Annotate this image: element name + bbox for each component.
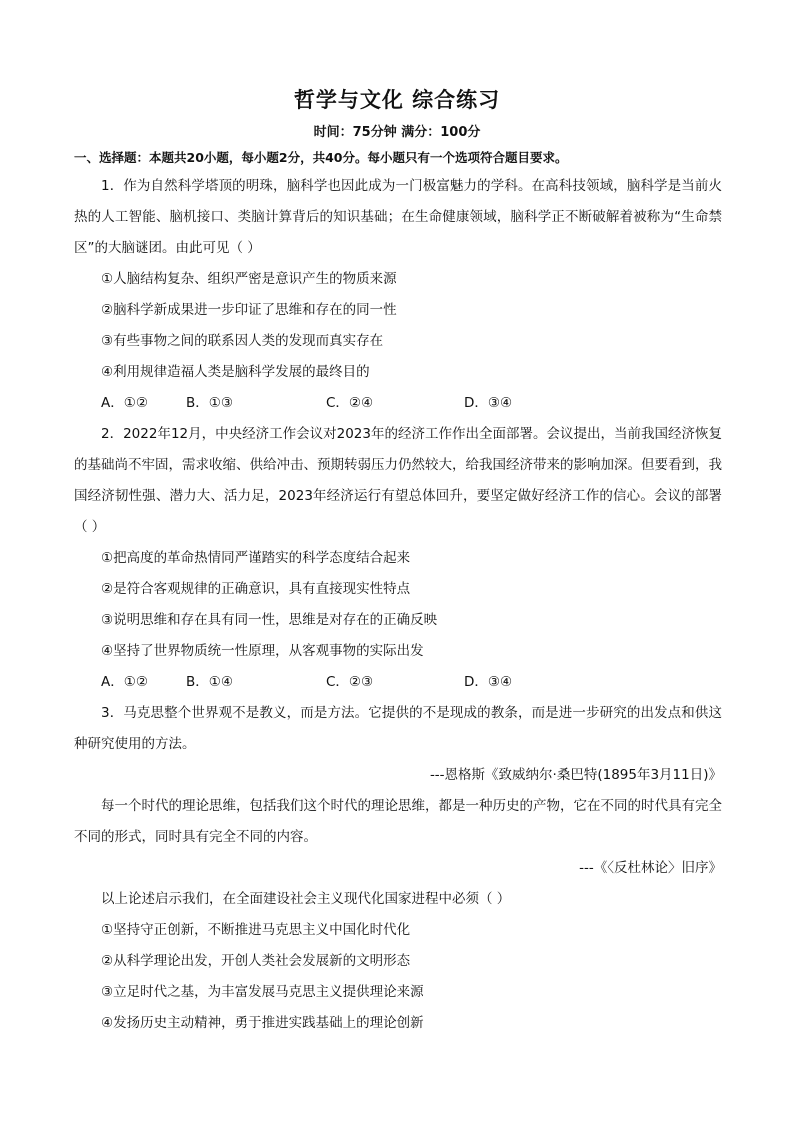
question-3-source-2: ---《〈反杜林论〉旧序》	[579, 860, 722, 876]
question-2-option-1: ①把高度的革命热情同严谨踏实的科学态度结合起来	[101, 550, 411, 566]
question-2-choices	[74, 667, 722, 698]
question-3-stem: 3．马克思整个世界观不是教义，而是方法。它提供的不是现成的教条，而是进一步研究的出发点和供这种研究使用的方法。	[74, 705, 722, 752]
question-2-option-2: ②是符合客观规律的正确意识，具有直接现实性特点	[101, 581, 411, 597]
question-2-choice-d[interactable]: D．③④	[464, 674, 513, 690]
question-1-option-3: ③有些事物之间的联系因人类的发现而真实存在	[101, 333, 384, 349]
exam-meta: 时间：75分钟 满分：100分	[313, 125, 481, 140]
page-title: 哲学与文化 综合练习	[293, 88, 501, 112]
question-3-stem-2: 每一个时代的理论思维，包括我们这个时代的理论思维，都是一种历史的产物，它在不同的时代具有完全不同的形式，同时具有完全不同的内容。	[74, 798, 722, 845]
question-3-option-3: ③立足时代之基，为丰富发展马克思主义提供理论来源	[101, 984, 424, 1000]
question-2-option-4: ④坚持了世界物质统一性原理，从客观事物的实际出发	[101, 643, 424, 659]
question-3-option-2: ②从科学理论出发，开创人类社会发展新的文明形态	[101, 953, 411, 969]
question-1-option-2: ②脑科学新成果进一步印证了思维和存在的同一性	[101, 302, 397, 318]
question-2-choice-b[interactable]: B．①④	[186, 674, 233, 690]
question-1-option-4: ④利用规律造福人类是脑科学发展的最终目的	[101, 364, 370, 380]
question-1-choice-c[interactable]: C．②④	[326, 395, 374, 411]
question-1-choice-d[interactable]: D．③④	[464, 395, 513, 411]
question-2-choice-c[interactable]: C．②③	[326, 674, 374, 690]
question-1-stem: 1．作为自然科学塔顶的明珠，脑科学也因此成为一门极富魅力的学科。在高科技领域，脑科学是当前火热的人工智能、脑机接口、类脑计算背后的知识基础；在生命健康领域，脑科学正不断破解着被称为“生命禁区”的大脑谜团。由此可见（ ）	[74, 178, 722, 256]
question-3-option-1: ①坚持守正创新，不断推进马克思主义中国化时代化	[101, 922, 411, 938]
question-1-choice-b[interactable]: B．①③	[186, 395, 233, 411]
question-2-option-3: ③说明思维和存在具有同一性，思维是对存在的正确反映	[101, 612, 438, 628]
section-heading: 一、选择题：本题共20小题，每小题2分，共40分。每小题只有一个选项符合题目要求。	[74, 150, 568, 165]
questions-content	[74, 171, 722, 1039]
question-2-choice-a[interactable]: A．①②	[101, 674, 148, 690]
question-3-prompt: 以上论述启示我们，在全面建设社会主义现代化国家进程中必须（ ）	[101, 891, 511, 907]
question-1-choices	[74, 388, 722, 419]
question-3-option-4: ④发扬历史主动精神，勇于推进实践基础上的理论创新	[101, 1015, 424, 1031]
question-1-option-1: ①人脑结构复杂、组织严密是意识产生的物质来源	[101, 271, 397, 287]
question-3-source-1: ---恩格斯《致威纳尔·桑巴特(1895年3月11日)》	[429, 767, 722, 783]
question-2-stem: 2．2022年12月，中央经济工作会议对2023年的经济工作作出全面部署。会议提出，当前我国经济恢复的基础尚不牢固，需求收缩、供给冲击、预期转弱压力仍然较大，给我国经济带来的影响加深。但要看到，我国经济韧性强、潜力大、活力足，2023年经济运行有望总体回升，要坚定做好经济工作的信心。会议的部署（ ）	[74, 426, 722, 535]
question-1-choice-a[interactable]: A．①②	[101, 395, 148, 411]
